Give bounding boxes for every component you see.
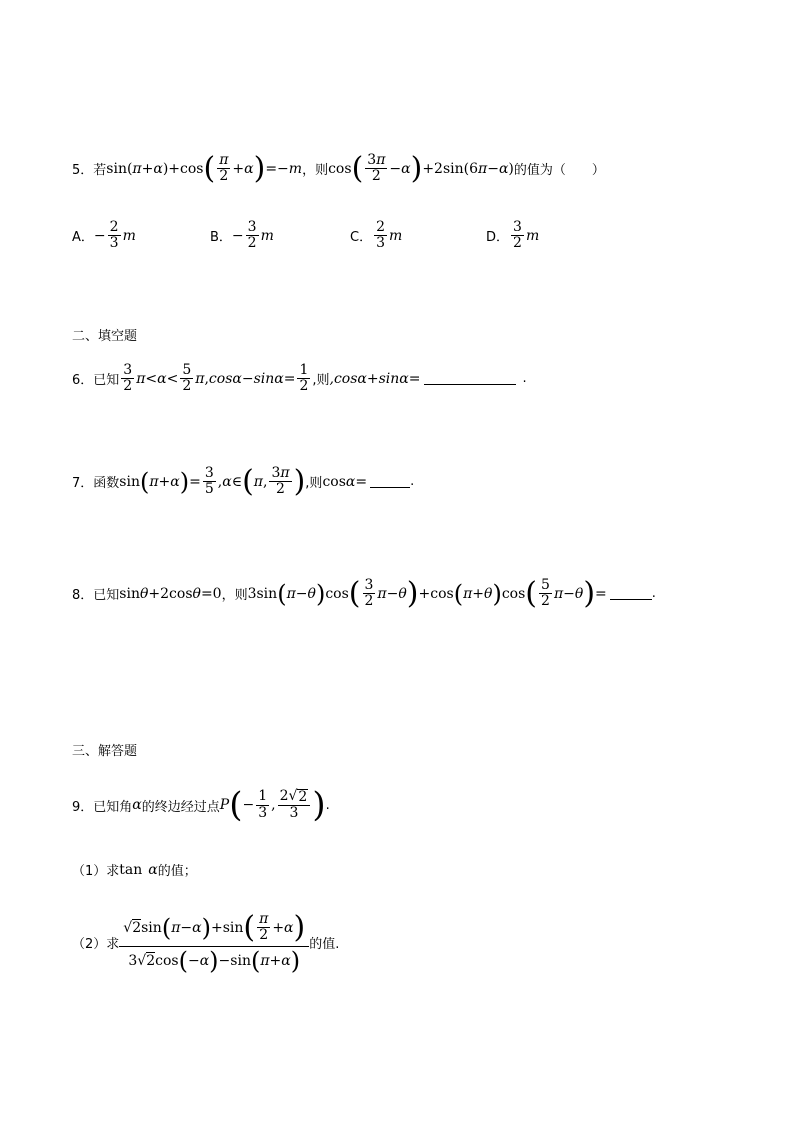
fraction: $\frac{3}{2}$ [364, 577, 374, 610]
answer-blank[interactable] [610, 587, 652, 600]
fraction: $\frac{\pi}{2}$ [219, 152, 229, 185]
q6-label: 6．已知 [72, 373, 120, 389]
q7-end: . [410, 474, 415, 490]
option-c[interactable]: C． $\frac{2}{3}$ m [350, 219, 403, 252]
q9-part2-label: （2）求 [72, 936, 120, 952]
fraction: $\frac{3}{5}$ [204, 465, 214, 498]
q9-part-2 [72, 909, 340, 975]
answer-blank[interactable] [370, 475, 410, 488]
paren: ) [253, 150, 266, 186]
q8-end: . [651, 586, 656, 602]
paren: ( [351, 150, 364, 186]
q5-tail: 的值为（ ） [513, 163, 605, 179]
question-6: 6．已知 $\frac{3}{2}$ π < α < $\frac{5}{2}$ π , cosα − sinα = $\frac{1}{2}$ ,则 ,cosα + sinα = . [72, 362, 527, 395]
fraction: $\frac{3\pi}{2}$ [367, 152, 386, 185]
q9-end: . [325, 797, 330, 813]
option-d[interactable]: D． $\frac{3}{2}$ m [486, 219, 540, 252]
q5-expr-1: sin(π+α)+cos [106, 160, 204, 177]
option-b[interactable]: B． − $\frac{3}{2}$ m [210, 219, 274, 252]
section-2-heading: 二、填空题 [72, 329, 138, 344]
question-8: 8．已知 sin θ +2cos θ =0 ，则 3sin ( π − θ ) cos ( $\frac{3}{2}$ π − θ ) +cos ( π + θ ) cos ( $\frac{5}{2}$ π − θ ) = . [72, 575, 656, 611]
answer-blank[interactable] [424, 372, 516, 385]
paren: ( [203, 150, 216, 186]
paren: ) [410, 150, 423, 186]
q9-part2-tail: 的值. [309, 936, 340, 952]
q7-label: 7．函数 [72, 476, 120, 492]
q9-label: 9．已知角 [72, 799, 133, 815]
q5-expr-2: +α [232, 160, 254, 177]
big-fraction: √2 sin ( π − α ) +sin ( $\frac{\pi}{2}$ + α ) 3√2 cos ( − α ) −sin ( π + α ) [119, 912, 309, 973]
fraction: $\frac{1}{3}$ [258, 788, 268, 821]
q8-label: 8．已知 [72, 588, 120, 604]
fraction: 2 √ 2 3 [278, 789, 311, 822]
question-5 [72, 150, 605, 186]
fraction: $\frac{3}{2}$ [123, 362, 133, 395]
q6-then: ,则 [312, 373, 330, 389]
fraction: $\frac{3\pi}{2}$ [271, 465, 290, 498]
fraction: $\frac{5}{2}$ [541, 577, 550, 610]
q5-expr-3: =−m [265, 160, 303, 177]
fraction: $\frac{5}{2}$ [182, 362, 192, 395]
q6-end: . [522, 371, 527, 387]
q6-expr-1: π [136, 370, 146, 387]
q5-options [72, 220, 586, 252]
q6-expr-2: cosα [208, 370, 242, 387]
q5-label: 5．若 [72, 163, 107, 179]
q5-expr-6: +2sin(6π−α) [422, 160, 514, 177]
section-3-heading: 三、解答题 [72, 744, 138, 759]
q5-expr-4: cos [328, 160, 352, 177]
fraction: $\frac{1}{2}$ [299, 362, 309, 395]
q8-then: ，则 [221, 588, 248, 604]
q9-mid: 的终边经过点 [141, 799, 220, 815]
q9-part-1: （1）求 tan α 的值； [72, 861, 197, 879]
q6-expr-3: ,cosα [329, 370, 367, 387]
question-7: 7．函数 sin ( π + α ) = $\frac{3}{5}$ , α ∈ ( π , $\frac{3\pi}{2}$ ) ,则 cos α = . [72, 463, 415, 499]
q9-part1-label: （1）求 [72, 864, 120, 879]
option-a[interactable]: A． − $\frac{2}{3}$ m [72, 219, 136, 252]
question-9: 9．已知角 α 的终边经过点 P ( − $\frac{1}{3}$ , 2 √ 2 3 ) . [72, 785, 330, 825]
q5-comma: ，则 [302, 163, 329, 179]
q7-then: ,则 [305, 476, 323, 492]
q5-expr-5: −α [389, 160, 411, 177]
q9-part1-tail: 的值； [157, 864, 197, 879]
